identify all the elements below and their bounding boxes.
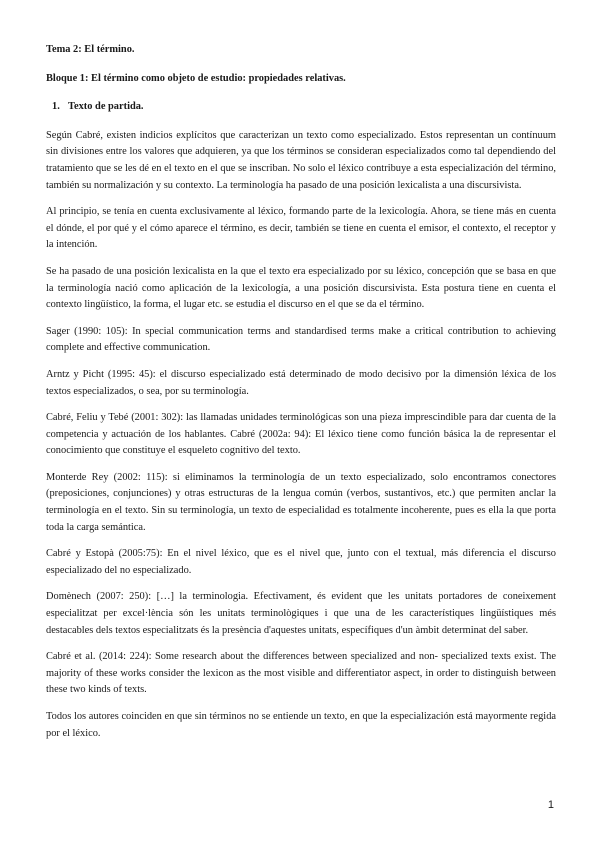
quote-sager: Sager (1990: 105): In special communication terms and standardised terms make a critical contribution to achieving complete and effective communication. — [46, 325, 556, 354]
block-title: Bloque 1: El término como objeto de estudio: propiedades relativas. — [46, 72, 346, 84]
quote-domenech: Domènech (2007: 250): […] la terminologia. Efectivament, és evident que les unitats portadores de coneixement especialitzat per excel·lència són les unitats terminològiques i que una de les característiques lingüístiques més destacables dels textos especialitzats és la presència d'aquestes unitats, específiques d'un àmbit determinat del saber. — [46, 591, 556, 636]
document-title: Tema 2: El término. — [46, 44, 135, 55]
section-number: 1. — [52, 101, 60, 113]
quote-cabre-estopa: Cabré y Estopà (2005:75): En el nivel léxico, que es el nivel que, junto con el textual, más diferencia el discurso especializado del no especializado. — [46, 548, 556, 576]
paragraph-conclusion: Todos los autores coinciden en que sin términos no se entiende un texto, en que la especialización está mayormente regida por el léxico. — [46, 711, 556, 739]
paragraph-intro: Según Cabré, existen indicios explícitos que caracterizan un texto como especializado. Estos representan un contínuum sin divisiones entre los valores que adquieren, ya que los términos se consideran especializados como tal dependiendo del tratamiento que se les dé en el texto en el que se inscriban. No solo el léxico contribuye a esta especialización del término, también su normalización y su contexto. La terminología ha pasado de una posición lexicalista a una discursivista. — [46, 129, 556, 191]
section-label: Texto de partida. — [68, 101, 144, 113]
section-heading — [46, 99, 556, 116]
paragraph-beginning: Al principio, se tenía en cuenta exclusivamente al léxico, formando parte de la lexicología. Ahora, se tiene más en cuenta el dónde, el por qué y el cómo aparece el término, es decir, también se tiene en cuenta el emisor, el contexto, el receptor y la intención. — [46, 206, 556, 251]
quote-cabre-feliu-tebe: Cabré, Feliu y Tebé (2001: 302): las llamadas unidades terminológicas son una pieza imprescindible para dar cuenta de la competencia y actuación de los hablantes. Cabré (2002a: 94): El léxico tiene como función básica la de representar el conocimiento que constituye el esqueleto cognitivo del texto. — [46, 412, 556, 457]
paragraph-shift: Se ha pasado de una posición lexicalista en la que el texto era especializado por su léxico, concepción que se basa en que la terminología nació como aplicación de la lexicología, a una posición discursivista. Esta postura tiene en cuenta el contexto lingüístico, la forma, el lugar etc. se estudia el discurso en el que se da el término. — [46, 265, 556, 311]
page-number: 1 — [547, 799, 554, 811]
quote-cabre-et-al: Cabré et al. (2014: 224): Some research about the differences between specialized and non- specialized texts exist. The majority of these works consider the lexicon as the most visible and differentiator aspect, in order to distinguish between these two kinds of texts. — [46, 651, 556, 696]
quote-arntz-picht: Arntz y Picht (1995: 45): el discurso especializado está determinado de modo decisivo por la dimensión léxica de los textos especializados, o sea, por su terminología. — [46, 368, 556, 397]
quote-monterde-rey: Monterde Rey (2002: 115): si eliminamos la terminología de un texto especializado, solo encontramos conectores (preposiciones, conjunciones) y otras estructuras de la lengua común (verbos, sustantivos, etc.) que permiten anclar la terminología en el texto. Sin su terminología, un texto de especialidad es totalmente incoherente, pues es ella la que porta toda la carga semántica. — [46, 471, 556, 533]
